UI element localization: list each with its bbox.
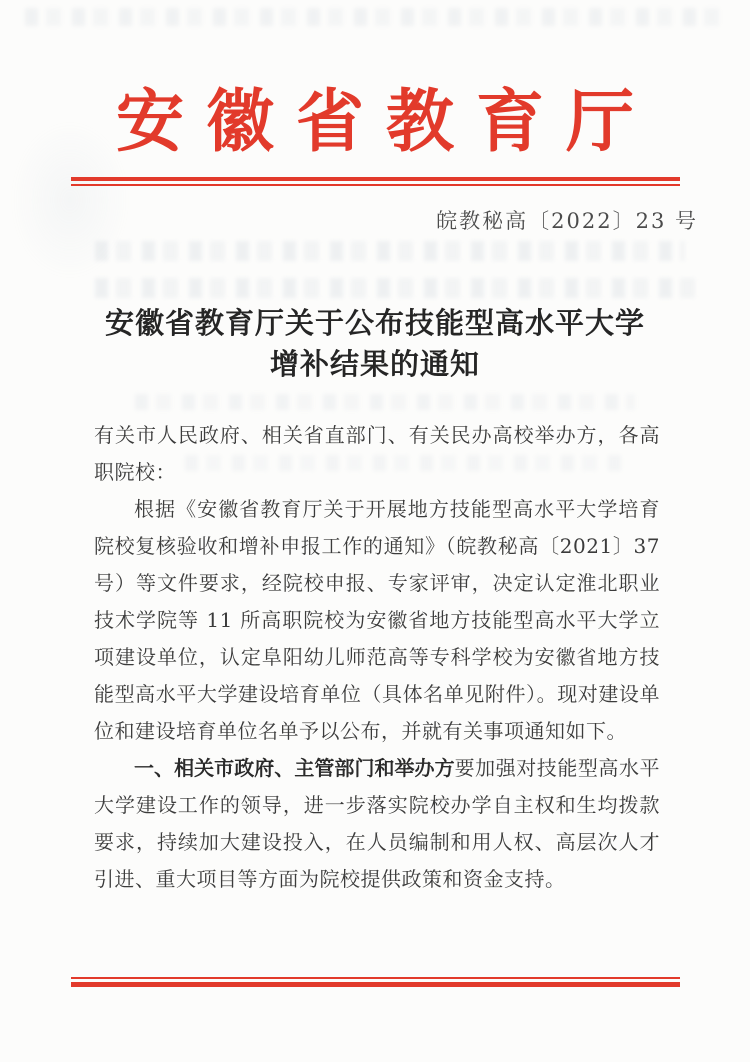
- body-paragraph-2: [94, 750, 660, 898]
- paragraph-2-bold-lead: 一、相关市政府、主管部门和举办方: [134, 756, 455, 780]
- document-title-line1: 安徽省教育厅关于公布技能型高水平大学: [104, 306, 645, 340]
- document-title: [0, 303, 750, 385]
- body-paragraph-1: 根据《安徽省教育厅关于开展地方技能型高水平大学培育院校复核验收和增补申报工作的通知》（皖教秘高〔2021〕37 号）等文件要求，经院校申报、专家评审，决定认定淮北职业技术学院等 11 所高职院校为安徽省地方技能型高水平大学立项建设单位，认定阜阳幼儿师范高等专科学校为安徽省地方技能型高水平大学建设培育单位（具体名单见附件）。现对建设单位和建设培育单位名单予以公布，并就有关事项通知如下。: [94, 497, 660, 743]
- bleed-through-artifact: [135, 394, 635, 410]
- document-body: [94, 417, 660, 898]
- document-number: 皖教秘高〔2022〕23 号: [436, 209, 698, 233]
- agency-letterhead: 安徽省教育厅: [115, 82, 656, 162]
- footer-rule-thick: [71, 982, 680, 987]
- salutation-paragraph: 有关市人民政府、相关省直部门、有关民办高校举办方，各高职院校：: [94, 423, 660, 484]
- footer-rule-thin: [71, 977, 680, 979]
- bleed-through-artifact: [95, 241, 685, 261]
- bleed-through-artifact: [95, 278, 695, 298]
- paragraph-2-text: 要加强对技能型高水平大学建设工作的领导，进一步落实院校办学自主权和生均拨款要求，持续加大建设投入，在人员编制和用人权、高层次人才引进、重大项目等方面为院校提供政策和资金支持。: [94, 756, 661, 891]
- letterhead-rule-thin: [71, 184, 680, 186]
- document-title-line2: 增补结果的通知: [269, 347, 480, 381]
- letterhead-rule-thick: [71, 177, 680, 181]
- bleed-through-artifact: [25, 8, 725, 26]
